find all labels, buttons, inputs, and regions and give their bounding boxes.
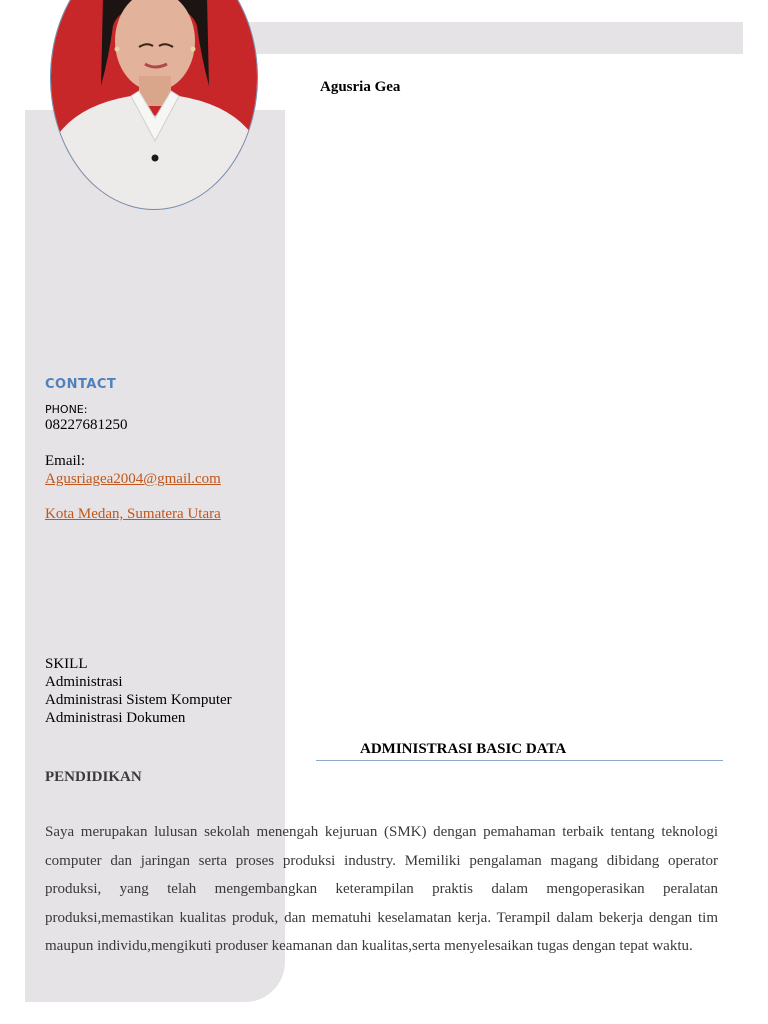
location-link[interactable]: Kota Medan, Sumatera Utara [45, 506, 221, 522]
phone-value: 08227681250 [45, 417, 128, 433]
education-heading: PENDIDIKAN [45, 769, 142, 785]
contact-heading: CONTACT [45, 377, 117, 392]
section-divider [316, 760, 723, 761]
skill-item: Administrasi Sistem Komputer [45, 692, 232, 708]
skills-heading: SKILL [45, 656, 88, 672]
phone-label: PHONE: [45, 403, 88, 416]
skill-item: Administrasi Dokumen [45, 710, 186, 726]
email-link[interactable]: Agusriagea2004@gmail.com [45, 471, 221, 487]
skill-item: Administrasi [45, 674, 123, 690]
header-band [240, 22, 743, 54]
section-heading: ADMINISTRASI BASIC DATA [360, 741, 567, 757]
email-label: Email: [45, 453, 85, 469]
education-summary: Saya merupakan lulusan sekolah menengah kejuruan (SMK) dengan pemahaman terbaik tentang teknologi computer dan jaringan serta proses produksi industry. Memiliki pengalaman magang dibidang operator produksi, yang telah mengembangkan keterampilan praktis dalam mengoperasikan peralatan produksi,memastikan kualitas produk, dan mematuhi keselamatan kerja. Terampil dalam bekerja dengan tim maupun individu,mengikuti produser keamanan dan kualitas,serta menyelesaikan tugas dengan tepat waktu. [45, 824, 718, 954]
profile-name: Agusria Gea [320, 79, 401, 95]
skills-list [45, 655, 232, 727]
